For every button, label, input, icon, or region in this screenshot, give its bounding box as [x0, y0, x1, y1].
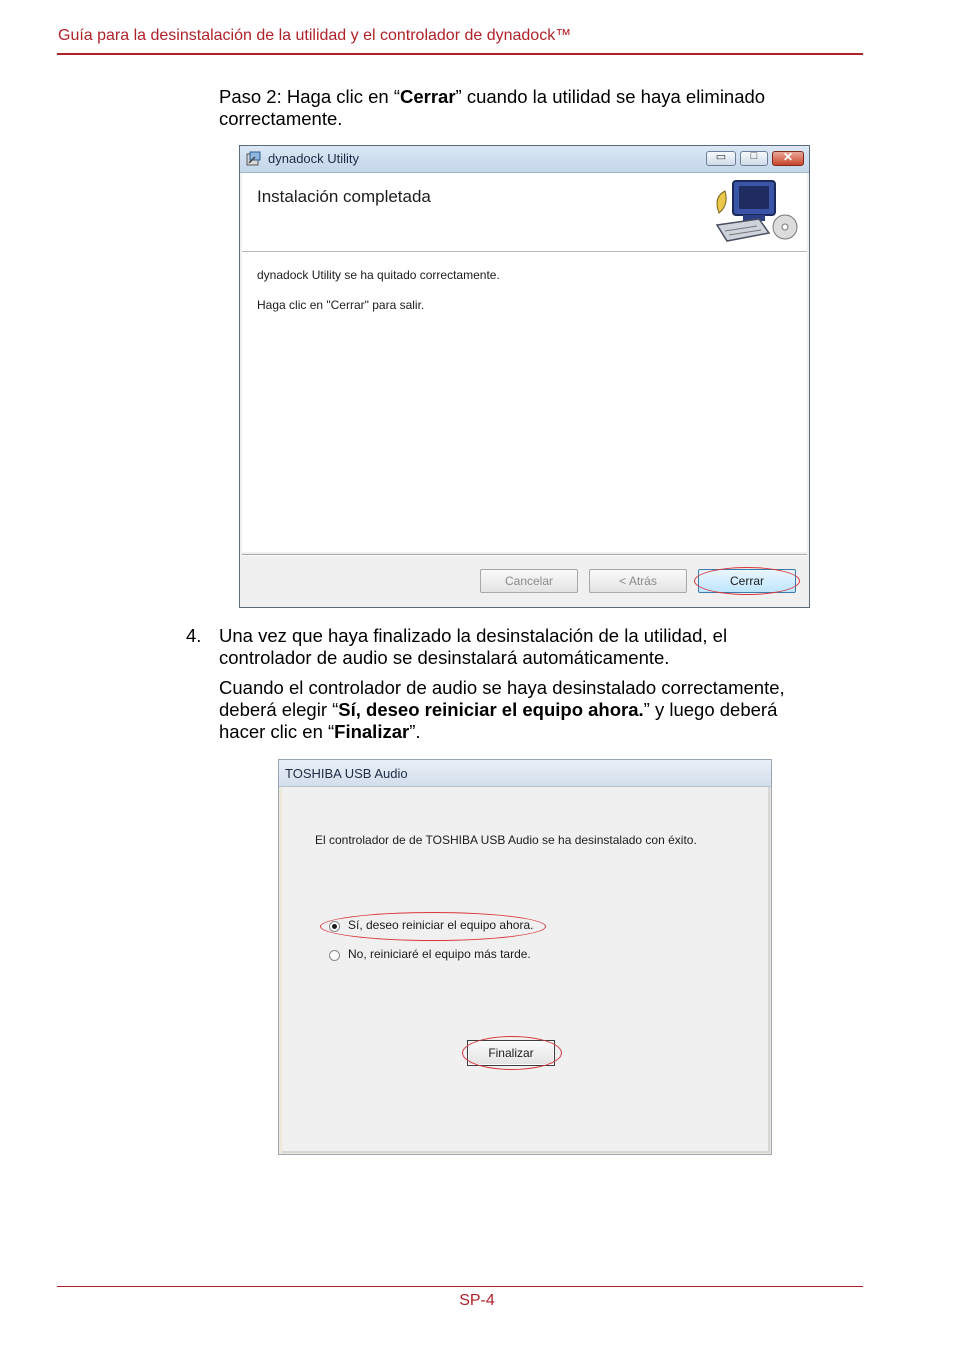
finish-button[interactable]: Finalizar: [467, 1040, 555, 1066]
step2-line1-pre: Paso 2: Haga clic en “: [219, 86, 400, 107]
radio-selected-dot: [332, 924, 337, 929]
restart-later-label[interactable]: No, reiniciaré el equipo más tarde.: [348, 947, 531, 961]
uninstall-success-message: El controlador de de TOSHIBA USB Audio se ha desinstalado con éxito.: [315, 833, 697, 847]
item4b-line3-bold: Finalizar: [334, 721, 410, 742]
page-header-title: Guía para la desinstalación de la utilidad y el controlador de dynadock™: [58, 27, 572, 44]
toshiba-usb-audio-window: [278, 759, 772, 1155]
step2-line1-post: ” cuando la utilidad se haya eliminado: [455, 86, 766, 107]
cancel-button[interactable]: Cancelar: [480, 569, 578, 593]
step2-line2: correctamente.: [219, 108, 343, 129]
window2-title: TOSHIBA USB Audio: [285, 766, 408, 781]
header-rule: [57, 53, 863, 55]
window1-titlebar[interactable]: [240, 146, 809, 173]
footer-rule: [57, 1286, 863, 1287]
close-icon: ✕: [782, 150, 794, 164]
step2-paragraph: [219, 86, 859, 130]
restart-now-radio[interactable]: [329, 921, 340, 932]
restart-now-label[interactable]: Sí, deseo reiniciar el equipo ahora.: [348, 918, 534, 932]
item4b-line3-post: ”.: [409, 721, 421, 742]
item4b-paragraph: [219, 677, 859, 743]
item4-line2: controlador de audio se desinstalará automáticamente.: [219, 647, 670, 668]
dynadock-utility-window: [239, 145, 810, 608]
window2-content: [282, 787, 770, 1153]
item4b-line2-pre: deberá elegir “: [219, 699, 339, 720]
window1-banner: [242, 173, 807, 252]
back-button[interactable]: < Atrás: [589, 569, 687, 593]
restart-later-radio[interactable]: [329, 950, 340, 961]
exit-instruction-message: Haga clic en "Cerrar" para salir.: [257, 298, 425, 312]
item4b-line2-post: ” y luego deberá: [643, 699, 778, 720]
computer-disc-icon: [709, 175, 801, 249]
installer-icon: [246, 151, 262, 167]
minimize-icon: ▭: [715, 151, 727, 163]
item4b-line2-bold: Sí, deseo reiniciar el equipo ahora.: [338, 699, 644, 720]
item4-number: 4.: [186, 625, 202, 646]
close-window-button[interactable]: [772, 151, 804, 166]
window2-titlebar[interactable]: [279, 760, 771, 787]
item4-paragraph: [219, 625, 859, 669]
banner-heading: Instalación completada: [257, 187, 431, 206]
footer-separator: [242, 554, 807, 556]
maximize-icon: □: [750, 150, 758, 162]
page-number: SP-4: [459, 1292, 495, 1309]
window1-title: dynadock Utility: [268, 151, 360, 166]
maximize-button[interactable]: [740, 151, 768, 166]
item4b-line3-pre: hacer clic en “: [219, 721, 335, 742]
removal-success-message: dynadock Utility se ha quitado correctamente.: [257, 268, 500, 282]
window1-content: [242, 252, 807, 552]
item4b-line1: Cuando el controlador de audio se haya desinstalado correctamente,: [219, 677, 785, 698]
item4-line1: Una vez que haya finalizado la desinstalación de la utilidad, el: [219, 625, 728, 646]
close-button[interactable]: Cerrar: [698, 569, 796, 593]
step2-line1-bold: Cerrar: [399, 86, 456, 107]
minimize-button[interactable]: [706, 151, 736, 166]
